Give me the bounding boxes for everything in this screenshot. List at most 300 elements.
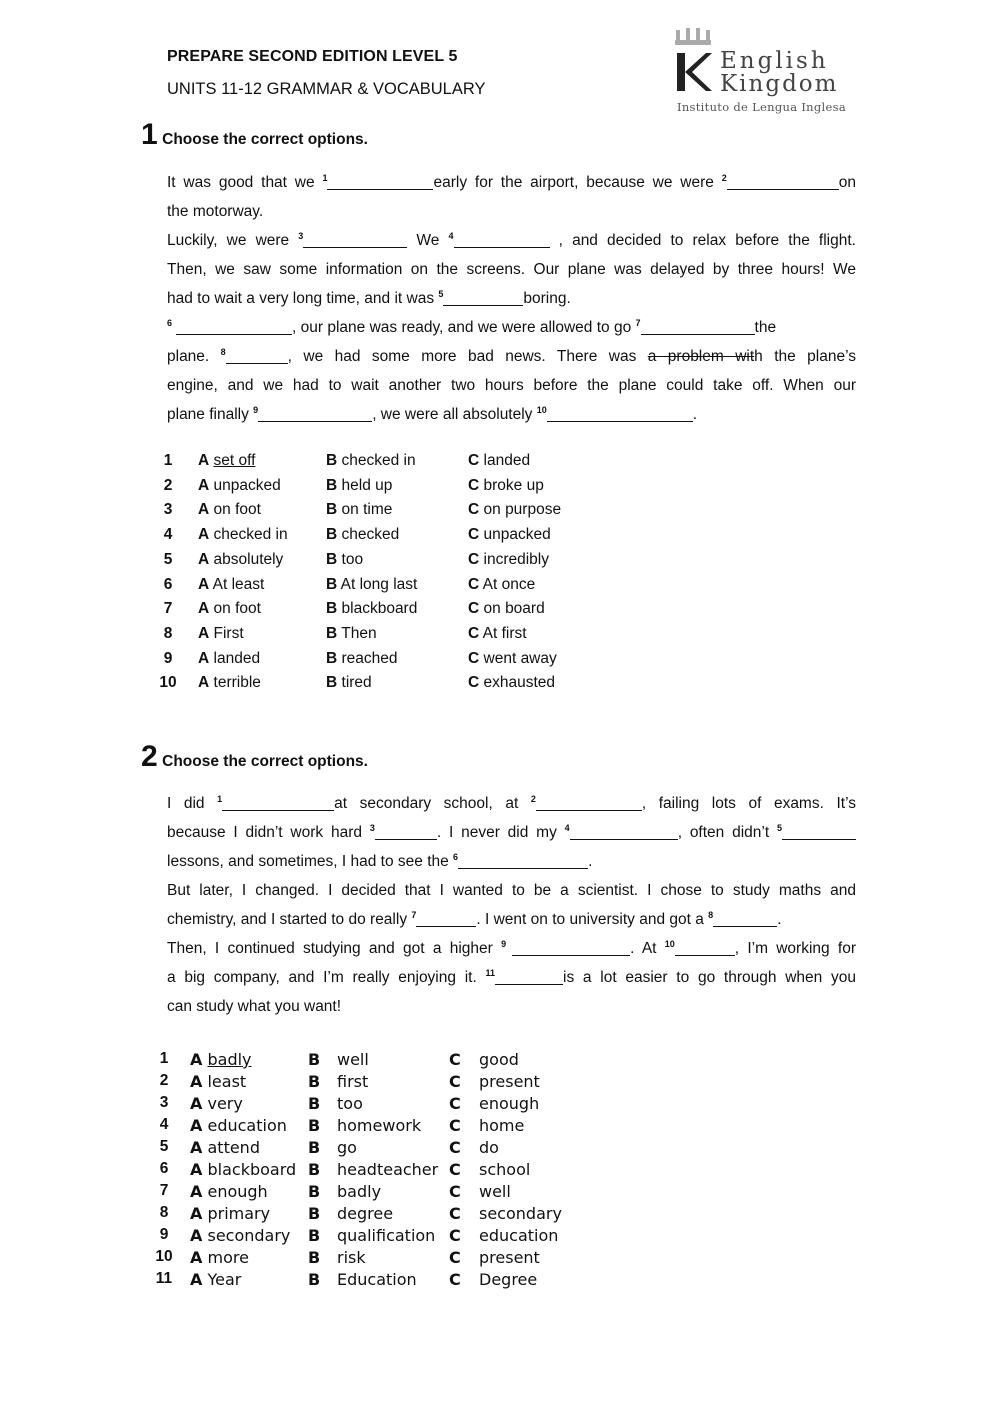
- option-b[interactable]: [326, 576, 417, 594]
- passage-text: on: [838, 174, 856, 191]
- option-a[interactable]: [190, 1116, 287, 1135]
- gap-blank[interactable]: [547, 404, 693, 422]
- option-letter: A: [198, 576, 210, 593]
- option-letter: C: [449, 1182, 461, 1201]
- passage-line: [167, 934, 856, 963]
- passage-line: [167, 371, 856, 400]
- option-b[interactable]: go: [337, 1138, 357, 1157]
- section-2-passage: [167, 789, 856, 1021]
- option-letter: C: [449, 1248, 461, 1267]
- option-b[interactable]: too: [337, 1094, 363, 1113]
- passage-text: the: [754, 319, 777, 336]
- question-number: 7: [159, 1182, 169, 1199]
- option-b[interactable]: headteacher: [337, 1160, 439, 1179]
- option-letter: C: [449, 1072, 461, 1091]
- option-c[interactable]: [468, 526, 551, 544]
- passage-text: the motorway.: [167, 203, 264, 220]
- passage-line: [167, 818, 856, 847]
- section-2-options: [154, 1050, 634, 1295]
- passage-text: lessons, and sometimes, I had to see the: [167, 853, 454, 870]
- option-letter: B: [308, 1094, 321, 1113]
- gap-number: 4: [564, 823, 570, 833]
- option-letter: C: [468, 501, 480, 518]
- option-c[interactable]: [468, 650, 557, 668]
- option-a[interactable]: [190, 1160, 296, 1179]
- question-number: 7: [163, 600, 173, 617]
- question-number: 4: [159, 1116, 169, 1133]
- option-a[interactable]: [190, 1050, 252, 1069]
- option-letter: B: [308, 1160, 321, 1179]
- section-instruction: Choose the correct options.: [162, 131, 368, 148]
- gap-number: 6: [167, 318, 173, 328]
- question-number: 6: [163, 576, 173, 593]
- option-text: set off: [213, 452, 256, 469]
- option-text: held up: [341, 477, 393, 494]
- question-number: 1: [159, 1050, 169, 1067]
- passage-text: , failing lots of exams. It’s: [641, 795, 856, 812]
- option-c[interactable]: school: [479, 1160, 531, 1179]
- passage-line: [167, 992, 856, 1021]
- option-letter: C: [468, 551, 480, 568]
- option-text: Then: [341, 625, 377, 642]
- option-letter: A: [198, 551, 210, 568]
- option-text: At long last: [340, 576, 418, 593]
- passage-text: because I didn’t work hard: [167, 824, 370, 841]
- english-kingdom-logo: [672, 26, 862, 122]
- option-text: terrible: [213, 674, 261, 691]
- gap-number: 11: [485, 968, 496, 978]
- option-letter: A: [198, 650, 210, 667]
- question-number: 2: [159, 1072, 169, 1089]
- option-text: exhausted: [483, 674, 556, 691]
- passage-text: Then, we saw some information on the screens. Our plane was delayed by three hours! We: [167, 261, 856, 278]
- section-number: 1: [141, 118, 158, 151]
- option-c[interactable]: [468, 477, 544, 495]
- option-text: blackboard: [341, 600, 418, 617]
- section-1-options: [158, 452, 658, 702]
- option-text: education: [207, 1116, 287, 1135]
- passage-line: [167, 789, 856, 818]
- passage-line: [167, 876, 856, 905]
- option-b[interactable]: badly: [337, 1182, 382, 1201]
- option-text: attend: [207, 1138, 260, 1157]
- option-c[interactable]: [468, 501, 561, 519]
- option-letter: C: [468, 526, 480, 543]
- passage-text: . I never did my: [436, 824, 565, 841]
- option-b[interactable]: first: [337, 1072, 369, 1091]
- question-number: 11: [155, 1270, 173, 1287]
- passage-line: [167, 342, 856, 371]
- option-a[interactable]: [190, 1138, 260, 1157]
- option-text: checked: [341, 526, 400, 543]
- option-a[interactable]: [198, 600, 261, 618]
- option-letter: A: [190, 1204, 203, 1223]
- gap-blank[interactable]: [727, 172, 839, 190]
- option-c[interactable]: [468, 576, 535, 594]
- option-letter: A: [198, 452, 210, 469]
- option-letter: B: [308, 1226, 321, 1245]
- struck-text: a problem wit: [647, 348, 755, 365]
- passage-text: We: [407, 232, 449, 249]
- option-letter: A: [190, 1050, 203, 1069]
- option-text: went away: [483, 650, 557, 667]
- option-a[interactable]: [198, 650, 260, 668]
- option-letter: C: [468, 650, 480, 667]
- option-letter: A: [190, 1072, 203, 1091]
- passage-text: .: [692, 406, 698, 423]
- option-c[interactable]: [468, 551, 549, 569]
- option-text: least: [207, 1072, 247, 1091]
- passage-line: [167, 313, 856, 342]
- option-b[interactable]: well: [337, 1050, 369, 1069]
- option-text: primary: [207, 1204, 271, 1223]
- passage-text: , often didn’t: [677, 824, 777, 841]
- question-number: 8: [163, 625, 173, 642]
- gap-number: 5: [438, 289, 444, 299]
- option-letter: C: [468, 674, 480, 691]
- passage-text: I did: [167, 795, 218, 812]
- gap-blank[interactable]: [327, 172, 433, 190]
- option-text: reached: [341, 650, 398, 667]
- passage-text: plane finally: [167, 406, 254, 423]
- option-text: too: [341, 551, 364, 568]
- passage-line: [167, 284, 856, 313]
- option-text: on foot: [213, 600, 261, 617]
- question-number: 2: [163, 477, 173, 494]
- gap-number: 8: [708, 910, 714, 920]
- option-b[interactable]: [326, 477, 392, 495]
- gap-blank[interactable]: [458, 851, 588, 869]
- gap-number: 8: [220, 347, 226, 357]
- passage-line: [167, 197, 856, 226]
- option-letter: C: [449, 1204, 461, 1223]
- option-letter: B: [326, 477, 338, 494]
- option-text: checked in: [341, 452, 416, 469]
- gap-blank[interactable]: [512, 938, 630, 956]
- question-number: 5: [163, 551, 173, 568]
- option-text: unpacked: [483, 526, 551, 543]
- option-c[interactable]: [468, 674, 555, 692]
- option-b[interactable]: [326, 501, 392, 519]
- gap-blank[interactable]: [570, 822, 678, 840]
- option-text: broke up: [483, 477, 544, 494]
- option-b[interactable]: [326, 551, 363, 569]
- passage-text: Then, I continued studying and got a higher: [167, 940, 502, 957]
- option-a[interactable]: [198, 576, 264, 594]
- option-letter: C: [468, 576, 480, 593]
- option-b[interactable]: [326, 452, 416, 470]
- option-letter: B: [326, 625, 338, 642]
- option-text: incredibly: [483, 551, 549, 568]
- option-b[interactable]: [326, 526, 399, 544]
- option-text: checked in: [213, 526, 288, 543]
- option-letter: C: [449, 1138, 461, 1157]
- option-letter: C: [449, 1050, 461, 1069]
- passage-text: , I’m working for: [734, 940, 856, 957]
- option-a[interactable]: [198, 477, 281, 495]
- passage-text: .: [777, 911, 782, 928]
- gap-number: 4: [448, 231, 454, 241]
- question-number: 6: [159, 1160, 169, 1177]
- passage-line: [167, 226, 856, 255]
- option-text: At first: [482, 625, 527, 642]
- option-c[interactable]: [468, 600, 545, 618]
- question-number: 10: [155, 1248, 173, 1265]
- option-b[interactable]: risk: [337, 1248, 366, 1267]
- option-text: At once: [482, 576, 536, 593]
- option-text: landed: [483, 452, 531, 469]
- option-text: on board: [483, 600, 545, 617]
- question-number: 9: [163, 650, 173, 667]
- option-text: First: [213, 625, 244, 642]
- option-letter: C: [449, 1116, 461, 1135]
- option-c[interactable]: home: [479, 1116, 525, 1135]
- option-letter: B: [326, 551, 338, 568]
- passage-text: But later, I changed. I decided that I wanted to be a scientist. I chose to study maths and: [167, 882, 856, 899]
- gap-blank[interactable]: [641, 317, 755, 335]
- option-a[interactable]: [190, 1248, 249, 1267]
- option-letter: B: [308, 1248, 321, 1267]
- option-letter: B: [308, 1116, 321, 1135]
- gap-blank[interactable]: [258, 404, 372, 422]
- option-letter: B: [308, 1204, 321, 1223]
- question-number: 8: [159, 1204, 169, 1221]
- passage-text: is a lot easier to go through when you: [563, 969, 856, 986]
- option-c[interactable]: well: [479, 1182, 511, 1201]
- gap-blank[interactable]: [454, 230, 550, 248]
- option-letter: C: [449, 1094, 461, 1113]
- option-letter: B: [308, 1072, 321, 1091]
- option-text: absolutely: [213, 551, 284, 568]
- option-text: tired: [341, 674, 372, 691]
- gap-blank[interactable]: [303, 230, 407, 248]
- option-text: Year: [207, 1270, 242, 1289]
- passage-text: early for the airport, because we were: [433, 174, 722, 191]
- gap-number: 10: [664, 939, 675, 949]
- option-text: very: [207, 1094, 243, 1113]
- passage-text: , our plane was ready, and we were allowed to go: [292, 319, 636, 336]
- option-letter: B: [326, 501, 338, 518]
- worksheet-title: PREPARE SECOND EDITION LEVEL 5: [167, 48, 458, 65]
- option-b[interactable]: [326, 625, 377, 643]
- gap-number: 2: [530, 794, 536, 804]
- passage-line: [167, 963, 856, 992]
- option-letter: B: [326, 674, 338, 691]
- option-letter: A: [190, 1226, 203, 1245]
- option-text: secondary: [207, 1226, 291, 1245]
- gap-number: 10: [536, 405, 547, 415]
- logo-tagline: Instituto de Lengua Inglesa: [677, 100, 846, 114]
- option-a[interactable]: [198, 551, 283, 569]
- section-2-heading: [141, 740, 368, 774]
- gap-blank[interactable]: [222, 793, 334, 811]
- passage-text: Luckily, we were: [167, 232, 299, 249]
- gap-number: 9: [501, 939, 507, 949]
- passage-text: chemistry, and I started to do really: [167, 911, 412, 928]
- gap-blank[interactable]: [375, 822, 437, 840]
- option-b[interactable]: [326, 650, 398, 668]
- option-letter: A: [190, 1270, 203, 1289]
- passage-line: [167, 847, 856, 876]
- option-letter: A: [198, 674, 210, 691]
- option-b[interactable]: Education: [337, 1270, 417, 1289]
- option-letter: B: [308, 1270, 321, 1289]
- gap-blank[interactable]: [176, 317, 292, 335]
- question-number: 3: [163, 501, 173, 518]
- option-c[interactable]: present: [479, 1248, 540, 1267]
- option-b[interactable]: homework: [337, 1116, 422, 1135]
- crown-k-logo-icon: [672, 26, 720, 98]
- gap-number: 9: [253, 405, 259, 415]
- option-letter: A: [190, 1248, 203, 1267]
- gap-blank[interactable]: [495, 967, 563, 985]
- gap-number: 1: [322, 173, 328, 183]
- passage-line: [167, 905, 856, 934]
- option-c[interactable]: enough: [479, 1094, 540, 1113]
- gap-blank[interactable]: [782, 822, 856, 840]
- option-c[interactable]: education: [479, 1226, 559, 1245]
- option-letter: A: [198, 501, 210, 518]
- option-letter: B: [326, 452, 338, 469]
- worksheet-subtitle: UNITS 11-12 GRAMMAR & VOCABULARY: [167, 80, 486, 98]
- option-c[interactable]: secondary: [479, 1204, 562, 1223]
- option-text: on purpose: [483, 501, 562, 518]
- question-number: 9: [159, 1226, 169, 1243]
- option-text: enough: [207, 1182, 268, 1201]
- passage-text: , we had some more bad news. There was: [287, 348, 648, 365]
- question-number: 10: [159, 674, 177, 691]
- option-a[interactable]: [198, 674, 261, 692]
- option-a[interactable]: [190, 1204, 270, 1223]
- passage-text: It was good that we: [167, 174, 323, 191]
- option-letter: A: [190, 1182, 203, 1201]
- option-letter: A: [198, 625, 210, 642]
- passage-text: h the plane’s: [754, 348, 856, 365]
- section-instruction: Choose the correct options.: [162, 753, 368, 770]
- option-letter: A: [190, 1138, 203, 1157]
- option-letter: C: [468, 600, 480, 617]
- option-a[interactable]: [190, 1072, 246, 1091]
- option-text: landed: [213, 650, 261, 667]
- option-text: on foot: [213, 501, 261, 518]
- option-b[interactable]: qualification: [337, 1226, 436, 1245]
- section-1-heading: [141, 118, 368, 152]
- option-b[interactable]: [326, 600, 417, 618]
- gap-blank[interactable]: [226, 346, 288, 364]
- gap-number: 7: [635, 318, 641, 328]
- option-a[interactable]: [198, 452, 255, 470]
- passage-text: had to wait a very long time, and it was: [167, 290, 439, 307]
- question-number: 1: [163, 452, 173, 469]
- question-number: 5: [159, 1138, 169, 1155]
- option-a[interactable]: [198, 501, 261, 519]
- passage-line: [167, 255, 856, 284]
- option-text: unpacked: [213, 477, 281, 494]
- option-a[interactable]: [190, 1226, 290, 1245]
- passage-text: . I went on to university and got a: [476, 911, 709, 928]
- option-b[interactable]: degree: [337, 1204, 394, 1223]
- gap-blank[interactable]: [675, 938, 735, 956]
- option-letter: B: [326, 650, 338, 667]
- gap-number: 2: [721, 173, 727, 183]
- option-a[interactable]: [190, 1094, 243, 1113]
- option-text: more: [207, 1248, 249, 1267]
- gap-number: 3: [298, 231, 304, 241]
- gap-number: 6: [453, 852, 459, 862]
- section-number: 2: [141, 740, 158, 773]
- passage-text: , we were all absolutely: [372, 406, 537, 423]
- section-1-passage: [167, 168, 856, 429]
- question-number: 3: [159, 1094, 169, 1111]
- option-c[interactable]: present: [479, 1072, 540, 1091]
- option-text: on time: [341, 501, 393, 518]
- passage-text: can study what you want!: [167, 998, 342, 1015]
- option-letter: B: [326, 576, 338, 593]
- option-letter: B: [308, 1182, 321, 1201]
- passage-text: . At: [630, 940, 665, 957]
- option-letter: A: [190, 1094, 203, 1113]
- gap-number: 7: [411, 910, 417, 920]
- option-letter: A: [190, 1160, 203, 1179]
- option-letter: C: [449, 1160, 461, 1179]
- gap-number: 1: [217, 794, 223, 804]
- gap-number: 3: [369, 823, 375, 833]
- passage-line: [167, 400, 856, 429]
- passage-text: plane.: [167, 348, 221, 365]
- gap-blank[interactable]: [536, 793, 642, 811]
- logo-word-kingdom: Kingdom: [720, 71, 839, 97]
- option-letter: C: [468, 477, 480, 494]
- option-c[interactable]: good: [479, 1050, 519, 1069]
- option-text: At least: [212, 576, 265, 593]
- option-c[interactable]: do: [479, 1138, 499, 1157]
- option-letter: A: [198, 526, 210, 543]
- option-letter: C: [468, 625, 480, 642]
- option-c[interactable]: [468, 452, 530, 470]
- option-text: badly: [207, 1050, 252, 1069]
- option-letter: B: [326, 526, 338, 543]
- option-letter: B: [326, 600, 338, 617]
- passage-text: .: [588, 853, 593, 870]
- question-number: 4: [163, 526, 173, 543]
- option-letter: A: [198, 600, 210, 617]
- passage-text: a big company, and I’m really enjoying it.: [167, 969, 486, 986]
- option-letter: C: [449, 1270, 461, 1289]
- option-c[interactable]: [468, 625, 527, 643]
- passage-text: , and decided to relax before the flight.: [549, 232, 856, 249]
- passage-text: boring.: [523, 290, 571, 307]
- option-a[interactable]: [190, 1182, 268, 1201]
- option-letter: A: [198, 477, 210, 494]
- gap-blank[interactable]: [713, 909, 777, 927]
- option-letter: B: [308, 1050, 321, 1069]
- option-letter: A: [190, 1116, 203, 1135]
- gap-blank[interactable]: [443, 288, 523, 306]
- option-a[interactable]: [190, 1270, 241, 1289]
- option-c[interactable]: Degree: [479, 1270, 538, 1289]
- option-letter: C: [468, 452, 480, 469]
- passage-text: engine, and we had to wait another two hours before the plane could take off. When our: [167, 377, 856, 394]
- option-text: blackboard: [207, 1160, 297, 1179]
- option-letter: B: [308, 1138, 321, 1157]
- passage-text: at secondary school, at: [334, 795, 531, 812]
- option-a[interactable]: [198, 526, 288, 544]
- option-letter: C: [449, 1226, 461, 1245]
- gap-blank[interactable]: [416, 909, 476, 927]
- logo-word-english: English: [720, 48, 829, 74]
- option-b[interactable]: [326, 674, 372, 692]
- option-a[interactable]: [198, 625, 244, 643]
